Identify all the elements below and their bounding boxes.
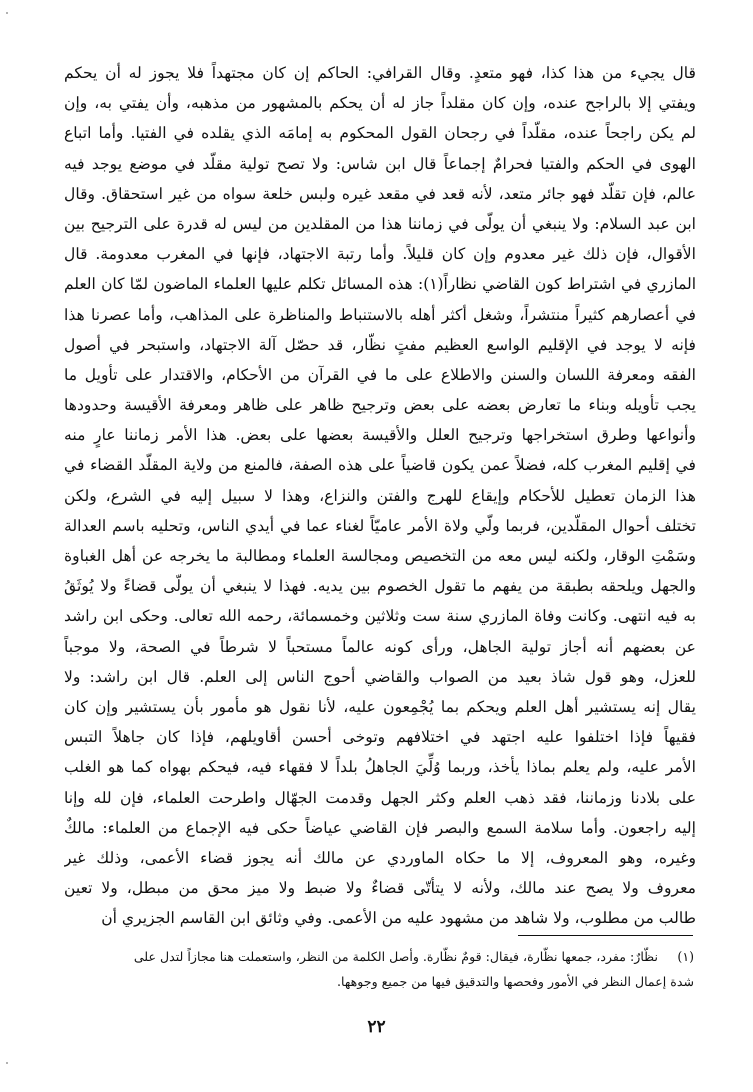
footnotes-block xyxy=(64,944,694,994)
text-line: ابن عبد السلام: ولا ينبغي أن يولّى في زماننا هذا من المقلدين من ليس له قدرة على الترجيح بين xyxy=(64,214,696,233)
text-line: في أعصارهم كثيراً منتشراً، وشغل أكثر أهله بالاستنباط والمناظرة على المذاهب، وأما عصرنا هذا xyxy=(64,305,696,324)
text-line: المازري في اشتراط كون القاضي نظاراً(١): هذه المسائل تكلم عليها العلماء الماضون لمّا كان العلم xyxy=(64,275,696,294)
footnote-number: (١) xyxy=(677,949,694,964)
footnote-separator xyxy=(518,935,693,936)
text-line: طالب من مطلوب، ولا شاهد من مشهود عليه من الأعمى. وفي وثائق ابن القاسم الجزيري أن xyxy=(101,909,696,928)
text-line: على بلادنا وزماننا، فقد ذهب العلم وكثر الجهل وقدمت الجهّال واطرحت العلماء، فإن لله وإنا xyxy=(64,788,696,807)
text-line: وغيره، وهو المعروف، إلا ما حكاه الماوردي عن مالك أنه يجوز قضاء الأعمى، وذلك غير xyxy=(64,848,696,867)
text-line: هذا الزمان تعطيل للأحكام وإيقاع للهرج والفتن والنزاع، وهذا لا سبيل إليه في الشرع، ولكن xyxy=(64,486,696,505)
text-line: وأنواعها وطرق استخراجها وترجيح العلل والأقيسة بعضها على بعض. هذا الأمر زماننا عارٍ منه xyxy=(64,426,696,445)
text-line: في إقليم المغرب كله، فضلاً عمن يكون قاضياً على هذه الصفة، فالمنع من ولاية المقلّد القضاء في xyxy=(64,456,696,475)
scan-edge-mark xyxy=(6,12,8,14)
footnote-text-1: نظّارٌ: مفرد، جمعها نظّارة، فيقال: قومٌ نظّارة. وأصل الكلمة من النظر، واستعملت هنا مجازاً لتدل على xyxy=(133,949,658,964)
text-line: به فيه انتهى. وكانت وفاة المازري سنة ست وثلاثين وخمسمائة، رحمه الله تعالى. وحكى ابن راشد xyxy=(64,607,696,626)
text-line: الأقوال، فإن ذلك غير معدوم وإن كان قليلاً. وأما رتبة الاجتهاد، فإنها في المغرب معدومة. قال xyxy=(64,245,696,264)
text-line: لم يكن راجحاً عنده، مقلّداً في رجحان القول المحكوم به إمامَه الذي يقلده في الفتيا. وأما اتباع xyxy=(64,124,696,143)
text-line: فقيهاً فإذا اختلفوا عليه اجتهد في اختلافهم وتوخى أحسن أقاويلهم، فإذا كان جاهلاً التبس xyxy=(64,728,696,747)
scan-edge-mark xyxy=(6,1062,8,1064)
text-line: الفقه ومعرفة اللسان والسنن والاطلاع على ما في القرآن من الأحكام، والاقتدار على تأويل ما xyxy=(64,365,696,384)
footnote-line-1 xyxy=(64,944,694,969)
text-line: يجب تأويله وبناء ما تعارض بعضه على بعض وترجيح ظاهر على ظاهر ومعرفة الأقيسة وحدودها xyxy=(64,396,696,415)
text-line: إليه راجعون. وأما سلامة السمع والبصر فإن القاضي عياضاً حكى فيه الإجماع من العلماء: مالكٌ xyxy=(64,818,696,837)
text-line: قال يجيء من هذا كذا، فهو متعدٍ. وقال القرافي: الحاكم إن كان مجتهداً فلا يجوز له أن يحكم xyxy=(64,64,696,82)
text-line: للعزل، وهو قول شاذ بعيد من الصواب والقاضي أحوج الناس إلى العلم. قال ابن راشد: ولا xyxy=(64,667,696,686)
text-line: وسَمْتِ الوقار، ولكنه ليس معه من التخصيص ومجالسة العلماء ومطالبة ما يخرجه عن أهل الغباوة xyxy=(64,547,696,565)
text-line: ويفتي إلا بالراجح عنده، وإن كان مقلداً جاز له أن يحكم بالمشهور من مذهبه، وأن يفتي به، وإن xyxy=(64,94,696,113)
text-line: عالم، فإن تقلّد فهو جائر متعد، لأنه قعد في مقعد غيره ولبس خلعة سواه من غير استحقاق. وقال xyxy=(64,184,696,203)
page-number: ٢٢ xyxy=(367,1017,386,1037)
text-line: الأمر عليه، ولم يعلم بماذا يأخذ، وربما وُلِّيَ الجاهلُ بلداً لا فقهاء فيه، فيحكم بهواه كما هو الغلب xyxy=(64,758,696,777)
text-line: عن بعضهم أنه أجاز تولية الجاهل، ورأى كونه عالماً مستحباً لا شرطاً في الصحة، ولا موجباً xyxy=(64,637,696,656)
text-line: والجهل ويلحقه بطبقة من يفهم ما تقول الخصوم بين يديه. فهذا لا ينبغي أن يولّى قضاءً ولا يُوثَقُ xyxy=(64,577,696,596)
text-line: يقال إنه يستشير أهل العلم ويحكم بما يُجْمِعون عليه، لأنا نقول هو مأمور بأن يستشير وإن كان xyxy=(64,697,696,716)
main-text-block xyxy=(64,58,696,933)
text-line: فإنه لا يوجد في الإقليم الواسع العظيم مفتٍ نظّار، قد حصّل آلة الاجتهاد، واستبحر في أصول xyxy=(64,335,696,354)
text-line: معروف ولا يصح عند مالك، ولأنه لا يتأتّى قضاءٌ ولا ضبط ولا ميز محق من مبطل، ولا تعين xyxy=(64,879,696,898)
text-line: الهوى في الحكم والفتيا فحرامٌ إجماعاً قال ابن شاس: ولا تصح تولية مقلّد في موضع يوجد فيه xyxy=(64,154,696,173)
footnote-line-2: شدة إعمال النظر في الأمور وفحصها والتدقيق فيها من جميع وجوهها. xyxy=(337,974,694,989)
text-line: تختلف أحوال المقلّدين، فربما ولّي ولاة الأمر عاميّاً لغناء عما في أيدي الناس، وتحليه باسم العدالة xyxy=(64,516,696,535)
